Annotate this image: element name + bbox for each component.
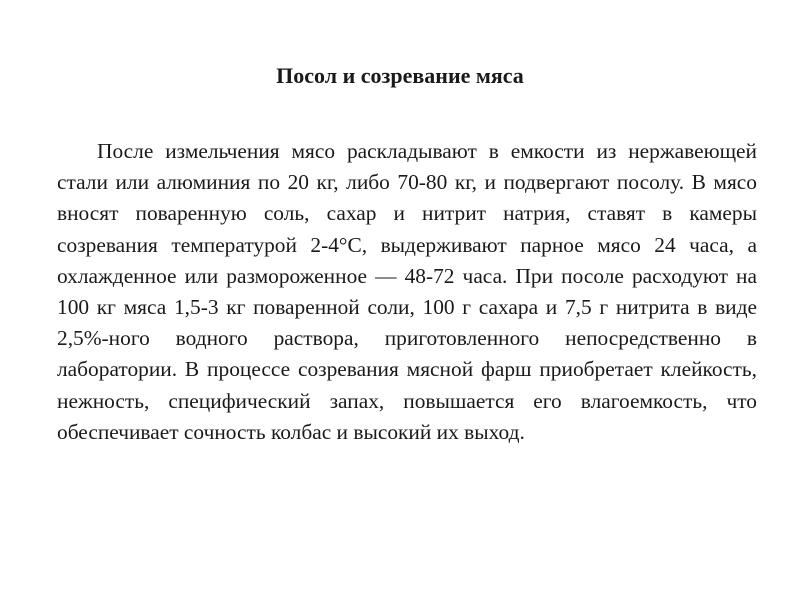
page-title: Посол и созревание мяса bbox=[276, 63, 524, 88]
body-paragraph: После измельчения мясо раскладывают в емкости из нержавеющей стали или алюминия по 20 кг, либо 70-80 кг, и подвергают посолу. В мясо вносят поваренную соль, сахар и нитрит натрия, ставят в камеры созревания температурой 2-4°С, выдерживают парное мясо 24 часа, а охлажденное или размороженное — 48-72 часа. При посоле расходуют на 100 кг мяса 1,5-3 кг поваренной соли, 100 г сахара и 7,5 г нитрита в виде 2,5%-ного водного раствора, приготовленного непосредственно в лаборатории. В процессе созревания мясной фарш приобретает клейкость, нежность, специфический запах, повышается его влагоемкость, что обеспечивает сочность колбас и высокий их выход. bbox=[57, 139, 757, 444]
